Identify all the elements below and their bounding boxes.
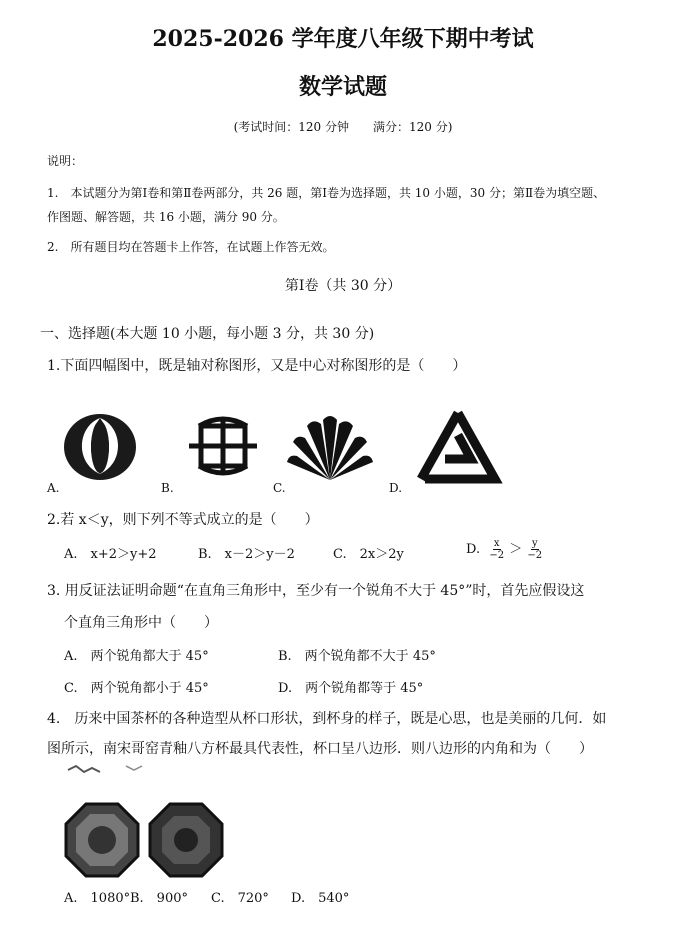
instruction-item-2: 2. 所有题目均在答题卡上作答，在试题上作答无效。 (47, 240, 335, 254)
octagonal-cup-top-icon (146, 800, 226, 880)
q1-option-d-label: D. (389, 481, 403, 495)
q4-option-c: C. 720° (211, 891, 269, 906)
q4-option-d: D. 540° (291, 891, 350, 906)
question-3-stem-cont: 个直角三角形中（ ） (64, 615, 218, 631)
q3-option-b: B. 两个锐角都不大于 45° (278, 649, 436, 664)
q1-option-b-label: B. (161, 481, 174, 495)
q2-option-c: C. 2x＞2y (333, 547, 404, 562)
q1-figure-c (285, 412, 375, 482)
question-1-stem: 1.下面四幅图中，既是轴对称图形，又是中心对称图形的是（ ） (47, 358, 467, 374)
q1-figure-a (60, 412, 140, 482)
section-title: 第Ⅰ卷（共 30 分） (284, 278, 402, 294)
exam-info: (考试时间：120 分钟 满分：120 分) (233, 120, 453, 134)
greater-than-sign: ＞ (509, 542, 523, 557)
part-heading: 一、选择题(本大题 10 小题，每小题 3 分，共 30 分) (40, 326, 375, 342)
question-2-stem: 2.若 x＜y，则下列不等式成立的是（ ） (47, 512, 319, 528)
q4-option-a: A. 1080° (64, 891, 131, 906)
fraction-x-over-neg2: $\frac{x}{-2}$ (489, 538, 505, 561)
q2-option-d (466, 538, 543, 561)
fraction-y-over-neg2: $\frac{y}{-2}$ (527, 538, 543, 561)
q2-option-a: A. x+2＞y+2 (64, 547, 157, 562)
q1-figure-d (415, 407, 501, 487)
instruction-item-1-cont: 作图题、解答题，共 16 小题，满分 90 分。 (47, 210, 285, 224)
subject-title: 数学试题 (298, 74, 387, 100)
instructions-heading: 说明： (47, 154, 84, 168)
exam-title: 2025-2026 学年度八年级下期中考试 (152, 26, 534, 52)
q3-option-c: C. 两个锐角都小于 45° (64, 681, 209, 696)
q3-option-d: D. 两个锐角都等于 45° (278, 681, 424, 696)
scan-noise-mark (66, 762, 166, 778)
q1-figure-b (185, 410, 261, 482)
q4-option-b: B. 900° (130, 891, 188, 906)
octagonal-cup-side-icon (62, 800, 142, 880)
question-4-stem-cont: 图所示，南宋哥窑青釉八方杯最具代表性，杯口呈八边形．则八边形的内角和为（ ） (47, 741, 593, 757)
q3-option-a: A. 两个锐角都大于 45° (64, 649, 209, 664)
q1-option-a-label: A. (47, 481, 60, 495)
question-4-stem: 4. 历来中国茶杯的各种造型从杯口形状，到杯身的样子，既是心思，也是美丽的几何．如 (47, 711, 607, 727)
q2-option-b: B. x－2＞y－2 (198, 547, 295, 562)
q1-option-c-label: C. (273, 481, 286, 495)
instruction-item-1: 1. 本试题分为第Ⅰ卷和第Ⅱ卷两部分，共 26 题，第Ⅰ卷为选择题，共 10 小题，30 分；第Ⅱ卷为填空题、 (47, 186, 606, 200)
q2-option-d-label: D. (466, 542, 481, 557)
question-3-stem: 3. 用反证法证明命题“在直角三角形中，至少有一个锐角不大于 45°”时，首先应假设这 (47, 583, 585, 599)
